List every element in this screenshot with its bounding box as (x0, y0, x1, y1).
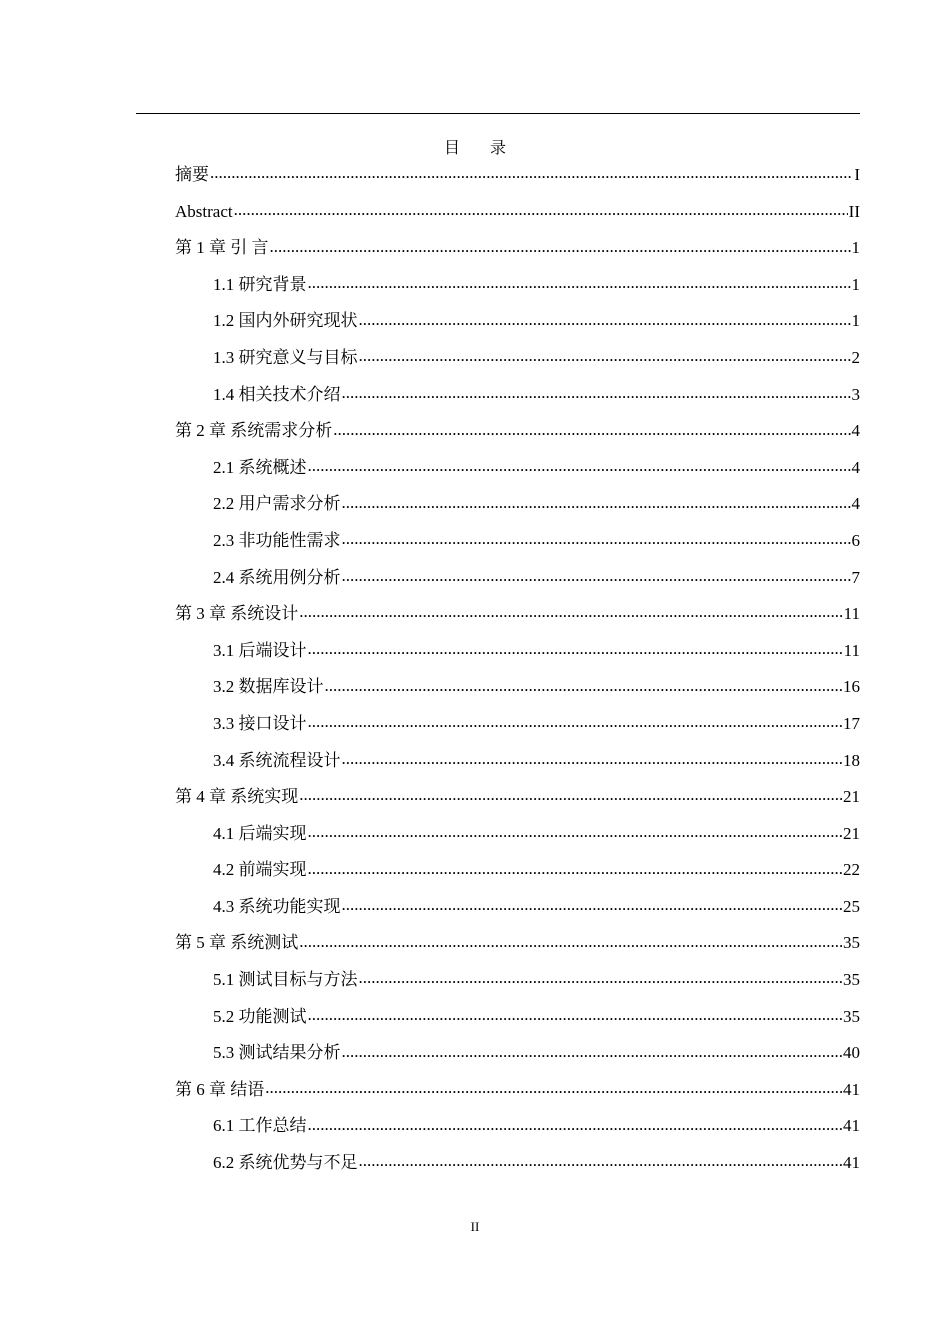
toc-section-entry[interactable] (175, 816, 860, 853)
toc-entry-page: 6 (851, 530, 860, 550)
toc-entry-label: 第 3 章 系统设计 (175, 604, 299, 624)
toc-section-entry[interactable] (175, 999, 860, 1036)
toc-entry-page: 11 (843, 604, 860, 624)
toc-section-entry[interactable] (175, 377, 860, 414)
toc-entry-page: 18 (843, 750, 860, 770)
toc-section-entry[interactable] (175, 852, 860, 889)
toc-entry-page: 41 (843, 1153, 860, 1173)
toc-chapter-entry[interactable] (175, 596, 860, 633)
toc-entry-page: 4 (851, 494, 860, 514)
toc-section-entry[interactable] (175, 560, 860, 597)
dot-leader (308, 456, 851, 473)
dot-leader (333, 419, 850, 436)
toc-entry-label: 5.1 测试目标与方法 (213, 970, 358, 990)
dot-leader (308, 822, 843, 839)
table-of-contents (175, 157, 860, 1182)
dot-leader (359, 1151, 843, 1168)
toc-entry-label: 6.2 系统优势与不足 (213, 1153, 358, 1173)
dot-leader (308, 639, 843, 656)
toc-entry-page: 35 (843, 933, 860, 953)
toc-title-left: 目 (443, 140, 460, 157)
toc-entry-page: 1 (851, 238, 860, 258)
dot-leader (270, 236, 851, 253)
toc-entry-label: 5.3 测试结果分析 (213, 1043, 341, 1063)
dot-leader (308, 858, 843, 875)
toc-entry-label: 2.2 用户需求分析 (213, 494, 341, 514)
toc-entry-label: 第 6 章 结语 (175, 1079, 265, 1099)
toc-entry-label: 3.4 系统流程设计 (213, 750, 341, 770)
dot-leader (265, 1078, 842, 1095)
toc-entry-page: 40 (843, 1043, 860, 1063)
toc-entry-label: 第 2 章 系统需求分析 (175, 421, 333, 441)
toc-section-entry[interactable] (175, 523, 860, 560)
page-number: II (470, 1219, 480, 1234)
dot-leader (342, 529, 851, 546)
toc-entry-page: 41 (843, 1079, 860, 1099)
toc-entry-label: Abstract (175, 201, 233, 221)
dot-leader (210, 163, 853, 180)
toc-entry-label: 第 5 章 系统测试 (175, 933, 299, 953)
toc-entry-label: 4.3 系统功能实现 (213, 896, 341, 916)
toc-entry-label: 2.3 非功能性需求 (213, 530, 341, 550)
toc-title-right: 录 (490, 140, 507, 157)
toc-entry-page: 41 (843, 1116, 860, 1136)
toc-section-entry[interactable] (175, 1108, 860, 1145)
toc-section-entry[interactable] (175, 962, 860, 999)
toc-entry-label: 3.2 数据库设计 (213, 677, 324, 697)
toc-entry-page: 3 (851, 384, 860, 404)
dot-leader (342, 383, 851, 400)
dot-leader (308, 273, 851, 290)
dot-leader (234, 200, 848, 217)
dot-leader (342, 895, 843, 912)
toc-section-entry[interactable] (175, 1035, 860, 1072)
toc-section-entry[interactable] (175, 340, 860, 377)
toc-entry-label: 1.2 国内外研究现状 (213, 311, 358, 331)
dot-leader (299, 602, 842, 619)
toc-entry-label: 2.1 系统概述 (213, 457, 307, 477)
toc-entry-label: 4.1 后端实现 (213, 823, 307, 843)
dot-leader (359, 309, 851, 326)
toc-entry-label: 第 1 章 引 言 (175, 238, 269, 258)
toc-entry-page: 4 (851, 457, 860, 477)
toc-entry-label: 1.3 研究意义与目标 (213, 347, 358, 367)
toc-entry-label: 4.2 前端实现 (213, 860, 307, 880)
toc-entry-page: 16 (843, 677, 860, 697)
toc-section-entry[interactable] (175, 450, 860, 487)
toc-chapter-entry[interactable] (175, 157, 860, 194)
dot-leader (342, 566, 851, 583)
toc-section-entry[interactable] (175, 706, 860, 743)
dot-leader (308, 712, 843, 729)
toc-section-entry[interactable] (175, 889, 860, 926)
toc-entry-page: 1 (851, 311, 860, 331)
toc-entry-page: 25 (843, 896, 860, 916)
toc-chapter-entry[interactable] (175, 413, 860, 450)
toc-entry-label: 3.3 接口设计 (213, 713, 307, 733)
dot-leader (342, 492, 851, 509)
dot-leader (299, 785, 842, 802)
dot-leader (342, 1041, 843, 1058)
toc-section-entry[interactable] (175, 633, 860, 670)
toc-section-entry[interactable] (175, 669, 860, 706)
toc-entry-label: 6.1 工作总结 (213, 1116, 307, 1136)
toc-entry-page: 22 (843, 860, 860, 880)
toc-entry-page: 35 (843, 970, 860, 990)
toc-chapter-entry[interactable] (175, 230, 860, 267)
dot-leader (299, 931, 842, 948)
toc-section-entry[interactable] (175, 1145, 860, 1182)
toc-entry-label: 1.1 研究背景 (213, 274, 307, 294)
toc-chapter-entry[interactable] (175, 1072, 860, 1109)
toc-entry-page: 35 (843, 1006, 860, 1026)
toc-entry-label: 2.4 系统用例分析 (213, 567, 341, 587)
dot-leader (308, 1114, 843, 1131)
toc-entry-label: 3.1 后端设计 (213, 640, 307, 660)
dot-leader (359, 968, 843, 985)
toc-entry-label: 第 4 章 系统实现 (175, 787, 299, 807)
toc-entry-page: I (854, 165, 860, 184)
header-rule (136, 113, 860, 114)
toc-section-entry[interactable] (175, 303, 860, 340)
toc-section-entry[interactable] (175, 486, 860, 523)
toc-entry-label: 摘要 (175, 165, 209, 184)
toc-chapter-entry[interactable] (175, 925, 860, 962)
toc-chapter-entry[interactable] (175, 194, 860, 231)
dot-leader (325, 675, 843, 692)
toc-entry-page: 11 (843, 640, 860, 660)
toc-entry-page: 4 (851, 421, 860, 441)
toc-entry-page: II (848, 201, 860, 221)
toc-entry-page: 1 (851, 274, 860, 294)
toc-entry-label: 1.4 相关技术介绍 (213, 384, 341, 404)
dot-leader (342, 749, 843, 766)
toc-section-entry[interactable] (175, 267, 860, 304)
toc-chapter-entry[interactable] (175, 779, 860, 816)
toc-entry-page: 21 (843, 787, 860, 807)
toc-entry-label: 5.2 功能测试 (213, 1006, 307, 1026)
toc-entry-page: 2 (851, 347, 860, 367)
toc-entry-page: 7 (851, 567, 860, 587)
toc-section-entry[interactable] (175, 743, 860, 780)
dot-leader (359, 346, 851, 363)
dot-leader (308, 1005, 843, 1022)
toc-entry-page: 21 (843, 823, 860, 843)
toc-entry-page: 17 (843, 713, 860, 733)
